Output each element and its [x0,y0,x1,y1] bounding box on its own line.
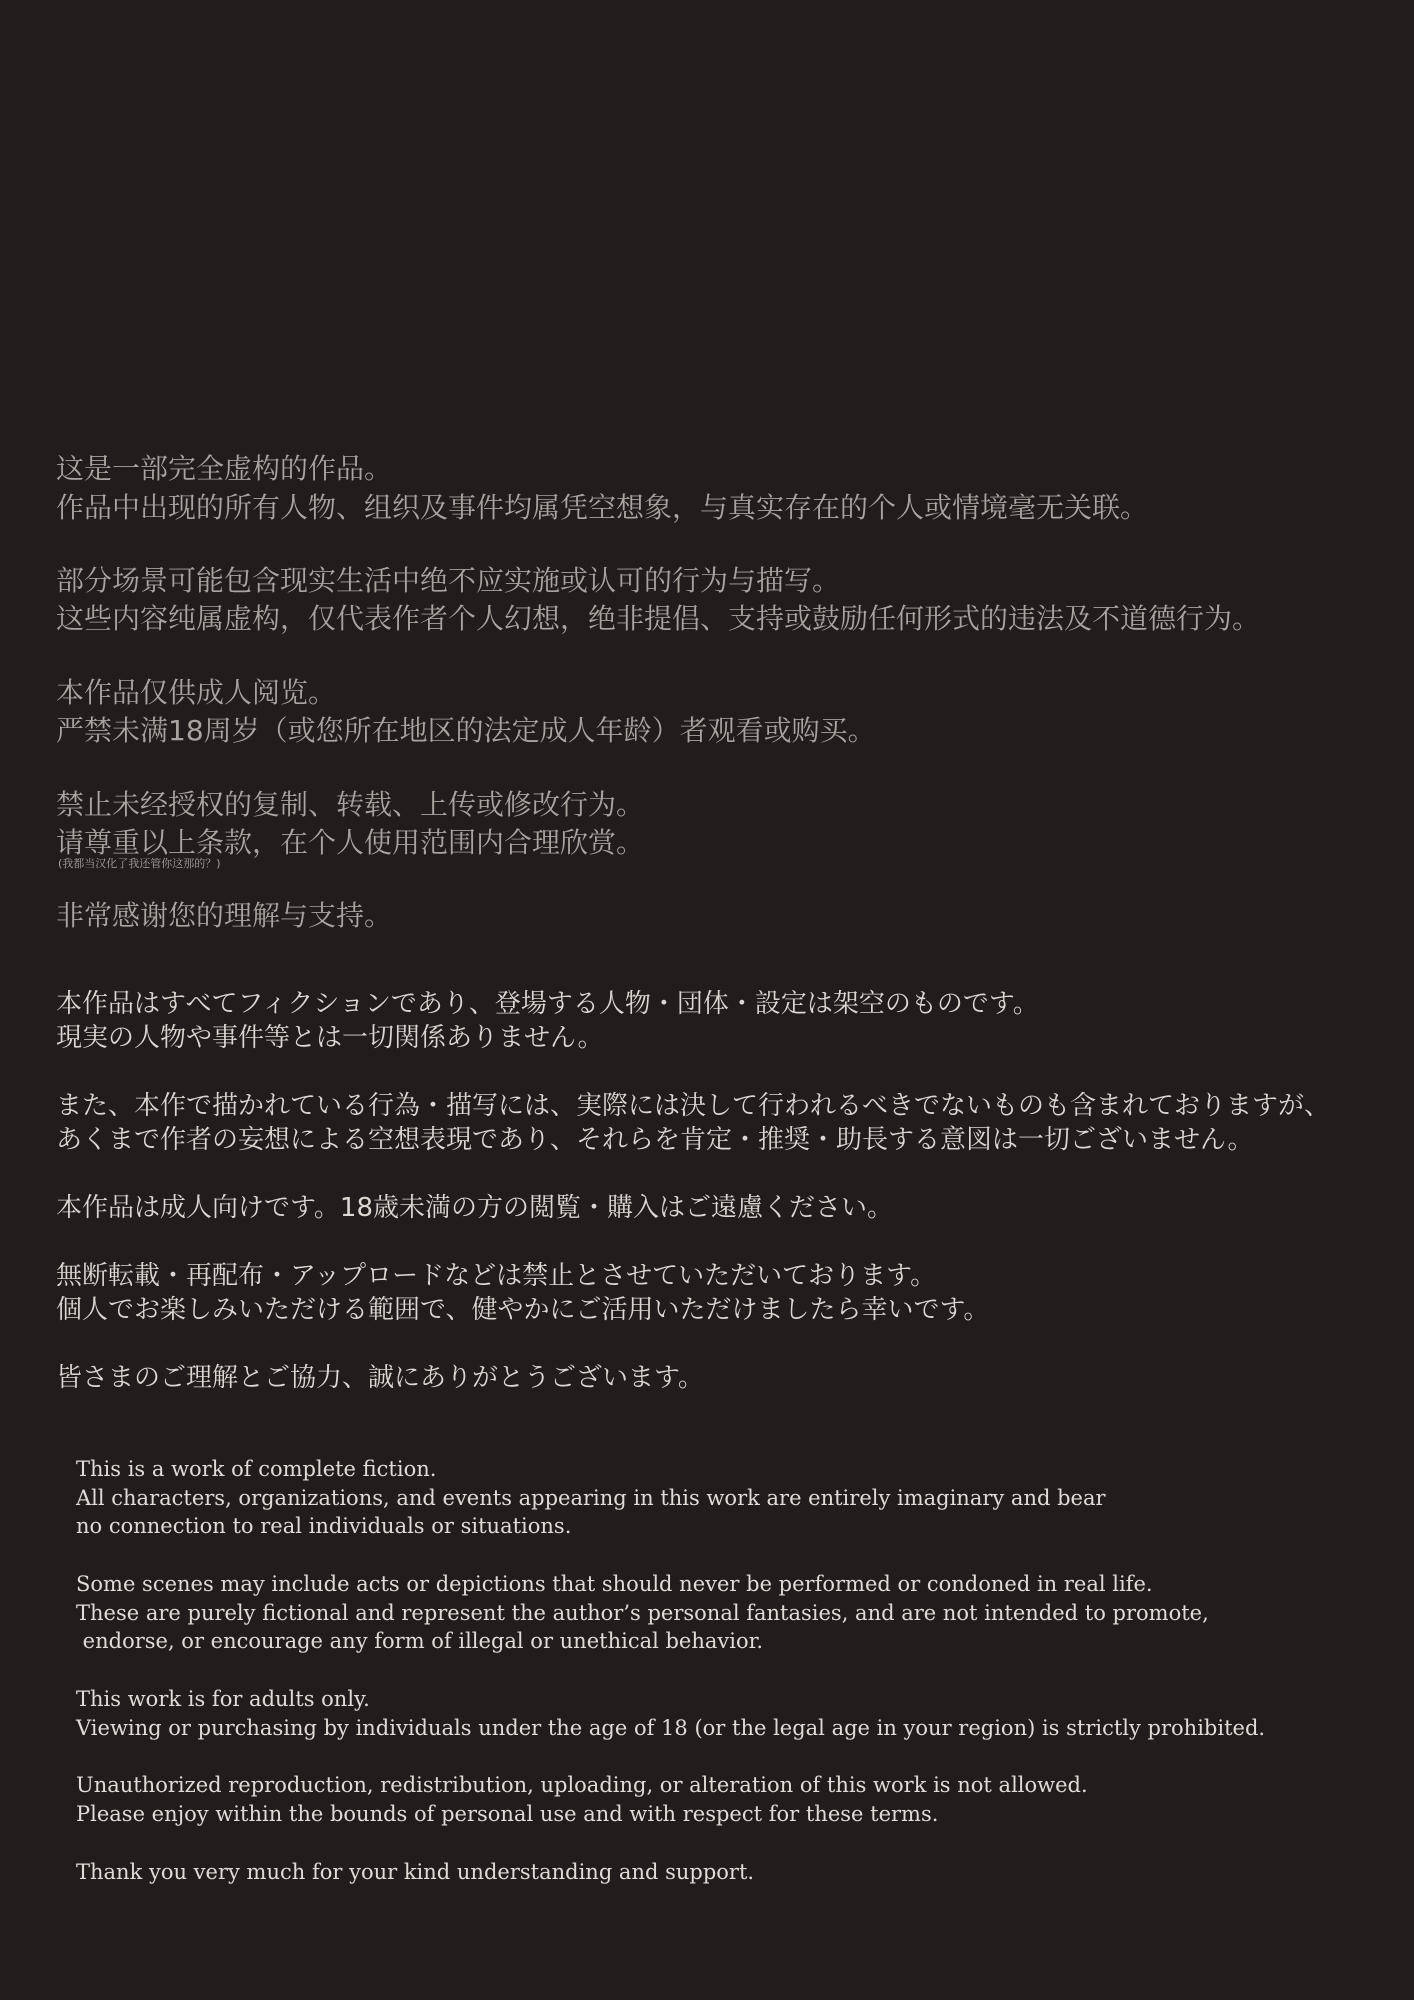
en-line-purely-fictional: These are purely fictional and represent the author’s personal fantasies, and are not intended to promote, [76,1601,1209,1625]
zh-line-thanks: 非常感谢您的理解与支持。 [56,899,393,932]
ja-line-fiction: 本作品はすべてフィクションであり、登場する人物・団体・設定は架空のものです。 [56,989,1039,1019]
ja-line-personal-use: 個人でお楽しみいただける範囲で、健やかにご活用いただけましたら幸いです。 [56,1295,990,1325]
ja-line-thanks: 皆さまのご理解とご協力、誠にありがとうございます。 [56,1363,704,1393]
ja-line-adults: 本作品は成人向けです。18歳未満の方の閲覧・購入はご遠慮ください。 [56,1193,894,1223]
en-line-characters: All characters, organizations, and events appearing in this work are entirely imaginary and bear [76,1486,1106,1510]
en-line-personal-use: Please enjoy within the bounds of personal use and with respect for these terms. [76,1802,939,1826]
zh-line-fiction: 这是一部完全虚构的作品。 [56,452,393,485]
zh-line-age: 严禁未满18周岁（或您所在地区的法定成人年龄）者观看或购买。 [56,714,876,747]
zh-line-respect: 请尊重以上条款，在个人使用范围内合理欣赏。 [56,826,645,859]
en-line-scenes: Some scenes may include acts or depictions that should never be performed or condoned in real life. [76,1572,1153,1596]
en-line-thanks: Thank you very much for your kind understanding and support. [76,1860,755,1884]
en-line-age-restriction: Viewing or purchasing by individuals under the age of 18 (or the legal age in your region) is strictly prohibited. [76,1716,1266,1740]
zh-line-scenes: 部分场景可能包含现实生活中绝不应实施或认可的行为与描写。 [56,564,841,597]
zh-line-reproduction: 禁止未经授权的复制、转载、上传或修改行为。 [56,788,645,821]
en-line-unauthorized: Unauthorized reproduction, redistribution, uploading, or alteration of this work is not allowed. [76,1773,1088,1797]
ja-line-unrelated: 現実の人物や事件等とは一切関係ありません。 [56,1023,604,1053]
en-line-adults-only: This work is for adults only. [76,1687,370,1711]
zh-line-fantasy: 这些内容纯属虚构，仅代表作者个人幻想，绝非提倡、支持或鼓励任何形式的违法及不道德行为。 [56,602,1261,635]
en-line-no-connection: no connection to real individuals or situations. [76,1514,572,1538]
ja-line-depictions: また、本作で描かれている行為・描写には、実際には決して行われるべきでないものも含まれておりますが、 [56,1091,1331,1121]
zh-line-adults: 本作品仅供成人阅览。 [56,676,337,709]
ja-line-no-intent: あくまで作者の妄想による空想表現であり、それらを肯定・推奨・助長する意図は一切ございません。 [56,1125,1254,1155]
zh-line-translator-note: (我都当汉化了我还管你这那的？) [58,857,221,870]
zh-line-characters: 作品中出现的所有人物、组织及事件均属凭空想象，与真实存在的个人或情境毫无关联。 [56,491,1149,524]
en-line-fiction: This is a work of complete fiction. [76,1457,437,1481]
en-line-endorse: endorse, or encourage any form of illegal or unethical behavior. [76,1629,764,1653]
ja-line-no-reproduction: 無断転載・再配布・アップロードなどは禁止とさせていただいております。 [56,1261,937,1291]
